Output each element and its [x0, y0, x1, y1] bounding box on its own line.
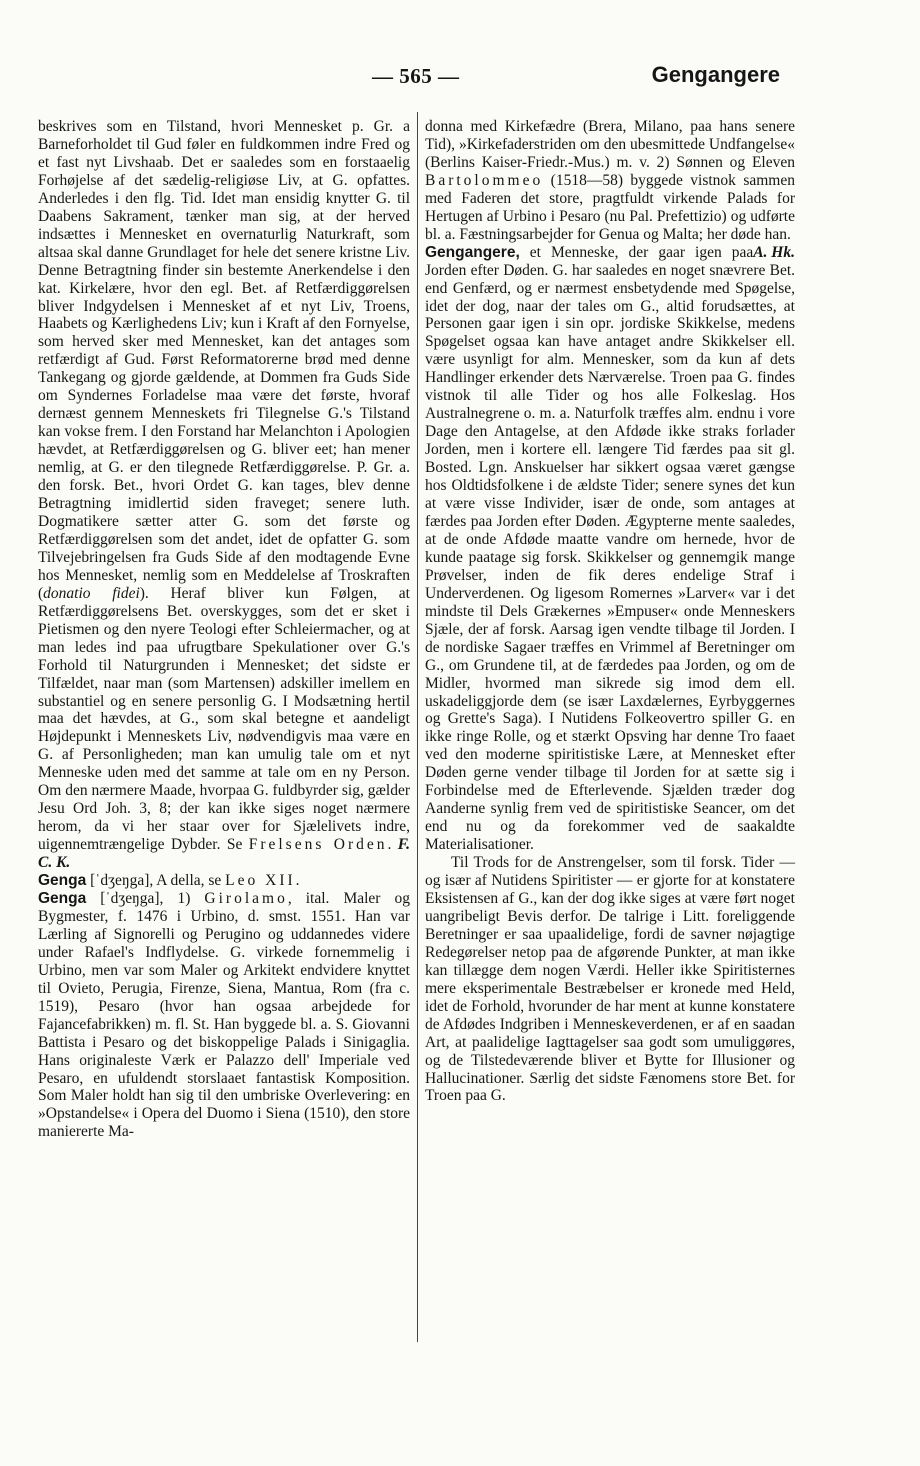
entry-continuation: beskrives som en Tilstand, hvori Mennesket p. Gr. a Barneforholdet til Gud føler en fuldkommen indre Fred og et fast nyt Livshaab. Det er saaledes som en forstaaelig Forhøjelse af det sædelig-religiøse Liv, at G. opfattes. Anderledes i den flg. Tid. Idet man ensidig knytter G. til Daabens Sakrament, tænker man sig, at der herved indsættes i Mennesket en overnaturlig Naturkraft, som altsaa skal danne Grundlaget for hele det senere kristne Liv. Denne Betragtning finder sin bestemte Anerkendelse i den kat. Kirkelære, hvor den egl. Bet. af Retfærdiggørelsen bliver Indgydelsen i Mennesket af et nyt Liv, Troens, Haabets og Kærlighedens Liv; kun i Kraft af den Fornyelse, som herved sker med Mennesket, kan det antages som retfærdigt af Gud. Først Reformatorerne brød med denne Tankegang og gjorde gældende, at Dommen fra Guds Side om Syndernes Forladelse maa være det første, hvoraf dernæst gennem Menneskets fri Tilegnelse G.'s Tilstand kan vokse frem. I den Forstand har Melanchton i Apologien hævdet, at Retfærdiggørelsen og G. bliver eet; han mener nemlig, at G. er den tilegnede Retfærdiggørelse. P. Gr. a. den forsk. Bet., hvori Ordet G. kan tages, blev denne Betragtning imidlertid siden fraveget; senere luth. Dogmatikere sætter atter G. som det første og Retfærdiggørelsen som det andet, idet de opfatter G. som Tilvejebringelsen fra Guds Side af den modtagende Evne hos Mennesket, nemlig som en Meddelelse af Troskraften (donatio fidei). Heraf bliver kun Følgen, at Retfærdiggørelsens Bet. overskygges, som det er sket i Pietismen og den nyere Teologi efter Schleiermacher, og at man ledes ind paa ufrugtbare Spekulationer over G.'s Forhold til Naturgrunden i Mennesket; det sidste er Tilfældet, naar man (som Martensen) adskiller imellem en substantiel og en senere personlig G. I Modsætning hertil maa det hævdes, at G., som skal betegne et aandeligt Højdepunkt i Menneskets Liv, nødvendigvis maa være en G. af Personligheden; man kan umulig tale om et nyt Menneske uden med det samme at tale om en ny Person. Om den nærmere Maade, hvorpaa G. fuldbyrder sig, gælder Jesu Ord Joh. 3, 8; der kan ikke siges noget nærmere herom, da vi her staar over for Sjælelivets indre, uigennemtrængelige Dybder. Se Frelsens Orden. F. C. K.: [38, 118, 410, 872]
entry-genga-della: Genga [ˈdʒeŋga], A della, se Leo XII.: [38, 872, 300, 890]
entry-genga-girolamo: [38, 890, 410, 1141]
entry-headword: Genga: [38, 872, 87, 890]
cross-reference: Leo XII: [225, 872, 296, 890]
continuation-text: beskrives som en Tilstand, hvori Mennesket p. Gr. a Barneforholdet til Gud føler en fuldkommen indre Fred og et fast nyt Livshaab. Det er saaledes som en forstaaelig Forhøjelse af det sædelig-religiøse Liv, at G. opfattes. Anderledes i den flg. Tid. Idet man ensidig knytter G. til Daabens Sakrament, tænker man sig, at der herved indsættes i Mennesket en overnaturlig Naturkraft, som altsaa skal danne Grundlaget for hele det senere kristne Liv. Denne Betragtning finder sin bestemte Anerkendelse i den kat. Kirkelære, hvor den egl. Bet. af Retfærdiggørelsen bliver Indgydelsen i Mennesket af et nyt Liv, Troens, Haabets og Kærlighedens Liv; kun i Kraft af den Fornyelse, som herved sker med Mennesket, kan det antages som retfærdigt af Gud. Først Reformatorerne brød med denne Tankegang og gjorde gældende, at Dommen fra Guds Side om Syndernes Forladelse maa være det første, hvoraf dernæst gennem Menneskets fri Tilegnelse G.'s Tilstand kan vokse frem. I den Forstand har Melanchton i Apologien hævdet, at Retfærdiggørelsen og G. bliver eet; han mener nemlig, at G. er den tilegnede Retfærdiggørelse. P. Gr. a. den forsk. Bet., hvori Ordet G. kan tages, blev denne Betragtning imidlertid siden fraveget; senere luth. Dogmatikere sætter atter G. som det første og Retfærdiggørelsen som det andet, idet de opfatter G. som Tilvejebringelsen fra Guds Side af den modtagende Evne hos Mennesket, nemlig som en Meddelelse af Troskraften (: [38, 118, 410, 602]
page-number: — 565 —: [372, 64, 460, 88]
entry-text: et Menneske, der gaar igen paa Jorden efter Døden. G. har saaledes en noget snævrere Bet. end Genfærd, og er nærmest ensbetydende med Spøgelse, idet der dog, naar der tales om G., altid forudsættes, at Personen gaar igen i sin opr. jordiske Skikkelse, medens Spøgelset ogsaa kan have antaget andre Skikkelser ell. være usynligt for alm. Mennesker, som da kun af dets Handlinger erkender dets Nærværelse. Troen paa G. findes vistnok til alle Tider og hos alle Folkeslag. Hos Australnegrene o. m. a. Naturfolk træffes alm. endnu i vore Dage den Antagelse, at den Afdøde ikke straks forlader Jorden, men i kortere ell. længere Tid færdes paa sit gl. Bosted. Lgn. Anskuelser har sikkert ogsaa været gængse hos Oldtidsfolkene i de ældste Tider; senere synes det kun at være visse Individer, især de onde, som antages at færdes paa Jorden efter Døden. Ægypterne mente saaledes, at de onde Afdøde maatte vandre om hernede, hvor de kunde paatage sig forsk. Skikkelser og gennemgik mange Prøvelser, inden de fik deres endelige Straf i Underverdenen. Og ligesom Romernes »Larver« var i det mindste til Dels Grækernes »Empuser« onde Menneskers Sjæle, der af forsk. Aarsag igen vendte tilbage til Jorden. I de nordiske Sagaer træffes en Vrimmel af Beretninger om G., om Grundene til, at de færdedes paa Jorden, og om de Midler, hvormed man sikrede sig imod dem ell. uskadeliggjorde dem (se især Laxdælernes, Eyrbyggernes og Grette's Saga). I Nutidens Folkeovertro spiller G. en ikke ringe Rolle, og et stærkt Opsving har denne Tro faaet ved den moderne spiritistiske Lære, at Mennesket efter Døden gerne vender tilbage til Jorden for at sætte sig i Forbindelse med de Efterlevende. Sjælden træder dog Aanderne synlig frem ved de spiritistiske Seancer, om det end nu og da forekommer ved de saakaldte Materialisationer.: [425, 243, 795, 854]
person-name: Girolamo: [204, 889, 288, 907]
pronunciation: [ˈdʒeŋga], A della, se: [86, 872, 226, 890]
entry-text: , ital. Maler og Bygmester, f. 1476 i Urbino, d. smst. 1551. Han var Lærling af Signorelli og Perugino og uddannedes videre under Rafael's Indflydelse. G. virkede fornemmelig i Urbino, men var som Maler og Arkitekt endvidere knyttet til Ovieto, Perugia, Firenze, Siena, Mantua, Rom (fra c. 1519), Pesaro (hvor han ogsaa arbejdede for Fajancefabrikken) m. fl. St. Han byggede bl. a. S. Giovanni Battista i Pesaro og det biskoppelige Palads i Sinigaglia. Hans originaleste Værk er Palazzo dell' Imperiale ved Pesaro, en ufuldendt storslaaet fantastisk Komposition. Som Maler holdt han sig til den umbriske Overlevering: en »Opstandelse« i Opera del Duomo i Siena (1510), den store maniererte Ma-: [38, 889, 410, 1141]
latin-term: donatio fidei: [43, 584, 140, 602]
left-column: [38, 118, 410, 1141]
pronunciation: [ˈdʒeŋga], 1): [86, 889, 205, 907]
author-signature: A. Hk.: [753, 243, 795, 261]
cross-reference: Frelsens Orden: [248, 836, 388, 854]
right-column: [425, 118, 795, 1105]
page-header: [32, 64, 780, 96]
entry-paragraph: Til Trods for de Anstrengelser, som til forsk. Tider — og især af Nutidens Spiritister — er gjorte for at konstatere Eksistensen af G., kan der dog ikke siges at være ført noget uangribeligt Bevis derfor. De talrige i Litt. foreliggende Beretninger er saa upaalidelige, fordi de savner nøjagtige Redegørelser netop paa de afgørende Punkter, at man ikke kan tillægge dem nogen Værdi. Heller ikke Spiritisternes mere eksperimentale Bestræbelser er kronede med Held, idet de Forhold, hvorunder de har ment at kunne konstatere de Afdødes Indgriben i Menneskeverdenen, er af en saadan Art, at paalidelige Iagttagelser saa godt som umuliggøres, og de Tilstedeværende bliver et Bytte for Illusioner og Hallucinationer. Særlig det sidste Fænomens store Bet. for Troen paa G.: [425, 854, 795, 1105]
continuation-text-end: ). Heraf bliver kun Følgen, at Retfærdiggørelsens Bet. overskygges, som det er sket i Pietismen og den nyere Teologi efter Schleiermacher, og at man ledes ind paa ufrugtbare Spekulationer over G.'s Forhold til Naturgrunden i Mennesket; det sidste er Tilfældet, naar man (som Martensen) adskiller imellem en substantiel og en senere personlig G. I Modsætning hertil maa det hævdes, at G., som skal betegne et aandeligt Højdepunkt i Menneskets Liv, nødvendigvis maa være en G. af Personligheden; man kan umulig tale om et nyt Menneske uden med det samme at tale om en ny Person. Om den nærmere Maade, hvorpaa G. fuldbyrder sig, gælder Jesu Ord Joh. 3, 8; der kan ikke siges noget nærmere herom, da vi her staar over for Sjælelivets indre, uigennemtrængelige Dybder. Se: [38, 584, 410, 854]
running-head: Gengangere: [651, 62, 780, 87]
entry-headword: Gengangere,: [425, 243, 520, 261]
entry-gengangere: [425, 244, 795, 854]
person-name: Bartolommeo: [425, 171, 544, 189]
continuation-text: donna med Kirkefædre (Brera, Milano, paa hans senere Tid), »Kirkefaderstriden om den ubesmittede Undfangelse« (Berlins Kaiser-Friedr.-Mus.) m. v. 2) Sønnen og Eleven: [425, 118, 795, 171]
continuation-text-end: (1518—58) byggede vistnok sammen med Faderen det store, pragtfuldt virkende Palads for Hertugen af Urbino i Pesaro (nu Pal. Prefettizio) og udførte bl. a. Fæstningsarbejder for Genua og Malta; her døde han.: [425, 171, 795, 243]
author-signature: F. C. K.: [38, 836, 410, 872]
column-divider: [417, 112, 418, 1342]
entry-headword: Genga: [38, 889, 87, 907]
